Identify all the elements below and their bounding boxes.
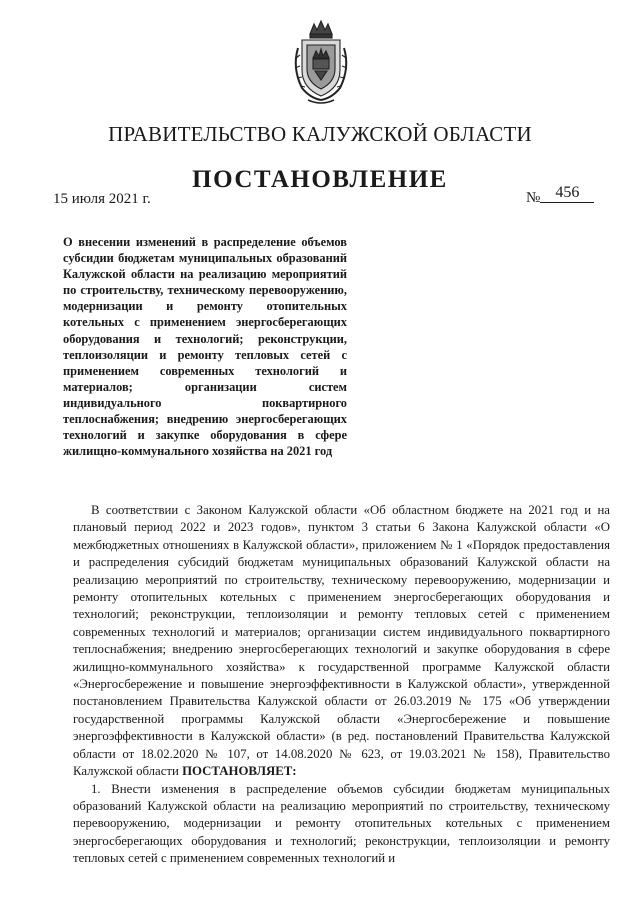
decree-word: ПОСТАНОВЛЯЕТ: [182, 764, 297, 779]
preamble-text: В соответствии с Законом Калужской области «Об областном бюджете на 2021 год и на плановый период 2022 и 2023 годов», пунктом 3 статьи 6 Закона Калужской области «О межбюджетных отношениях в Калужской области», приложением № 1 «Порядок предоставления и распределения субсидий бюджетам муниципальных образований Калужской области на реализацию мероприятий по строительству, техническому перевооружению, модернизации и ремонту отопительных котельных с применением энергосберегающих оборудования и технологий; реконструкции, теплоизоляции и ремонту тепловых сетей с применением современных технологий и материалов; организации систем индивидуального поквартирного теплоснабжения; внедрению энергосберегающих технологий и закупке оборудования в сфере жилищно-коммунального хозяйства» к государственной программе Калужской области «Энергосбережение и повышение энергоэффективности в Калужской области», утвержденной постановлением Правительства Калужской области от 26.03.2019 № 175 «Об утверждении государственной программы Калужской области «Энергосбережение и повышение энергоэффективности в Калужской области» (в ред. постановлений Правительства Калужской области от 18.02.2020 № 107, от 14.08.2020 № 623, от 19.03.2021 № 158), Правительство Калужской области [73, 503, 610, 779]
item-1-paragraph: 1. Внести изменения в распределение объемов субсидии бюджетам муниципальных образований Калужской области на реализацию мероприятий по строительству, техническому перевооружению, модернизации и ремонту отопительных котельных с применением энергосберегающих оборудования и технологий; реконструкции, теплоизоляции и ремонту тепловых сетей с применением современных технологий и [73, 781, 610, 866]
number-label: № [526, 190, 541, 206]
document-number-row [526, 184, 594, 208]
document-body [73, 502, 610, 868]
document-type-title: ПОСТАНОВЛЕНИЕ [192, 166, 448, 193]
document-subject: О внесении изменений в распределение объемов субсидии бюджетам муниципальных образований Калужской области на реализацию мероприятий по строительству, техническому перевооружению, модернизации и ремонту отопительных котельных с применением энергосберегающих оборудования и технологий; реконструкции, теплоизоляции и ремонту тепловых сетей с применением современных технологий и материалов; организации систем индивидуального поквартирного теплоснабжения; внедрению энергосберегающих технологий и закупке оборудования в сфере жилищно-коммунального хозяйства на 2021 год [63, 235, 347, 459]
coat-of-arms-icon [286, 18, 356, 104]
preamble-paragraph [73, 502, 610, 781]
document-date: 15 июля 2021 г. [53, 191, 151, 207]
government-title: ПРАВИТЕЛЬСТВО КАЛУЖСКОЙ ОБЛАСТИ [108, 122, 532, 146]
document-number: 456 [540, 184, 594, 203]
